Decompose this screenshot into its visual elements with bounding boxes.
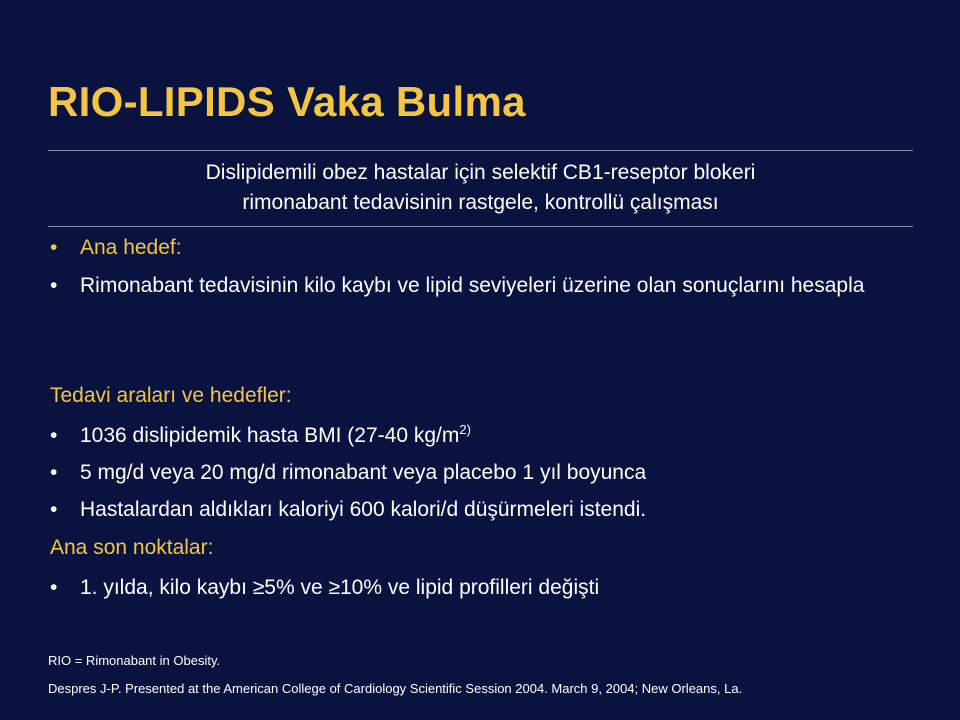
bottom-divider <box>48 226 913 227</box>
treatment-item-1-sup: 2) <box>459 422 471 437</box>
footnote-abbreviation: RIO = Rimonabant in Obesity. <box>48 653 221 668</box>
bullet-icon: • <box>50 274 58 297</box>
slide-subtitle <box>48 158 913 218</box>
treatment-item-3: Hastalardan aldıkları kaloriyi 600 kalori/d düşürmeleri istendi. <box>80 498 647 521</box>
endpoint-item-1: 1. yılda, kilo kaybı ≥5% ve ≥10% ve lipid profilleri değişti <box>80 576 600 599</box>
bullet-icon: • <box>50 576 58 599</box>
bullet-icon: • <box>50 461 58 484</box>
footnote-reference: Despres J-P. Presented at the American College of Cardiology Scientific Session 2004. March 9, 2004; New Orleans, La. <box>48 681 743 696</box>
primary-goal-label: Ana hedef: <box>80 236 182 259</box>
bullet-icon: • <box>50 236 58 259</box>
subtitle-line-2: rimonabant tedavisinin rastgele, kontrollü çalışması <box>242 191 719 214</box>
treatment-item-1 <box>80 421 910 451</box>
top-divider <box>48 150 913 151</box>
endpoints-heading: Ana son noktalar: <box>50 536 214 559</box>
subtitle-line-1: Dislipidemili obez hastalar için selektif CB1-reseptor blokeri <box>205 161 756 184</box>
treatment-item-2: 5 mg/d veya 20 mg/d rimonabant veya placebo 1 yıl boyunca <box>80 461 647 484</box>
slide-title: RIO-LIPIDS Vaka Bulma <box>48 78 526 125</box>
bullet-icon: • <box>50 424 58 447</box>
treatment-heading: Tedavi araları ve hedefler: <box>50 384 292 407</box>
bullet-icon: • <box>50 498 58 521</box>
treatment-item-1-text: 1036 dislipidemik hasta BMI (27-40 kg/m <box>80 424 460 447</box>
primary-goal-text: Rimonabant tedavisinin kilo kaybı ve lipid seviyeleri üzerine olan sonuçlarını hesapla <box>80 274 865 297</box>
